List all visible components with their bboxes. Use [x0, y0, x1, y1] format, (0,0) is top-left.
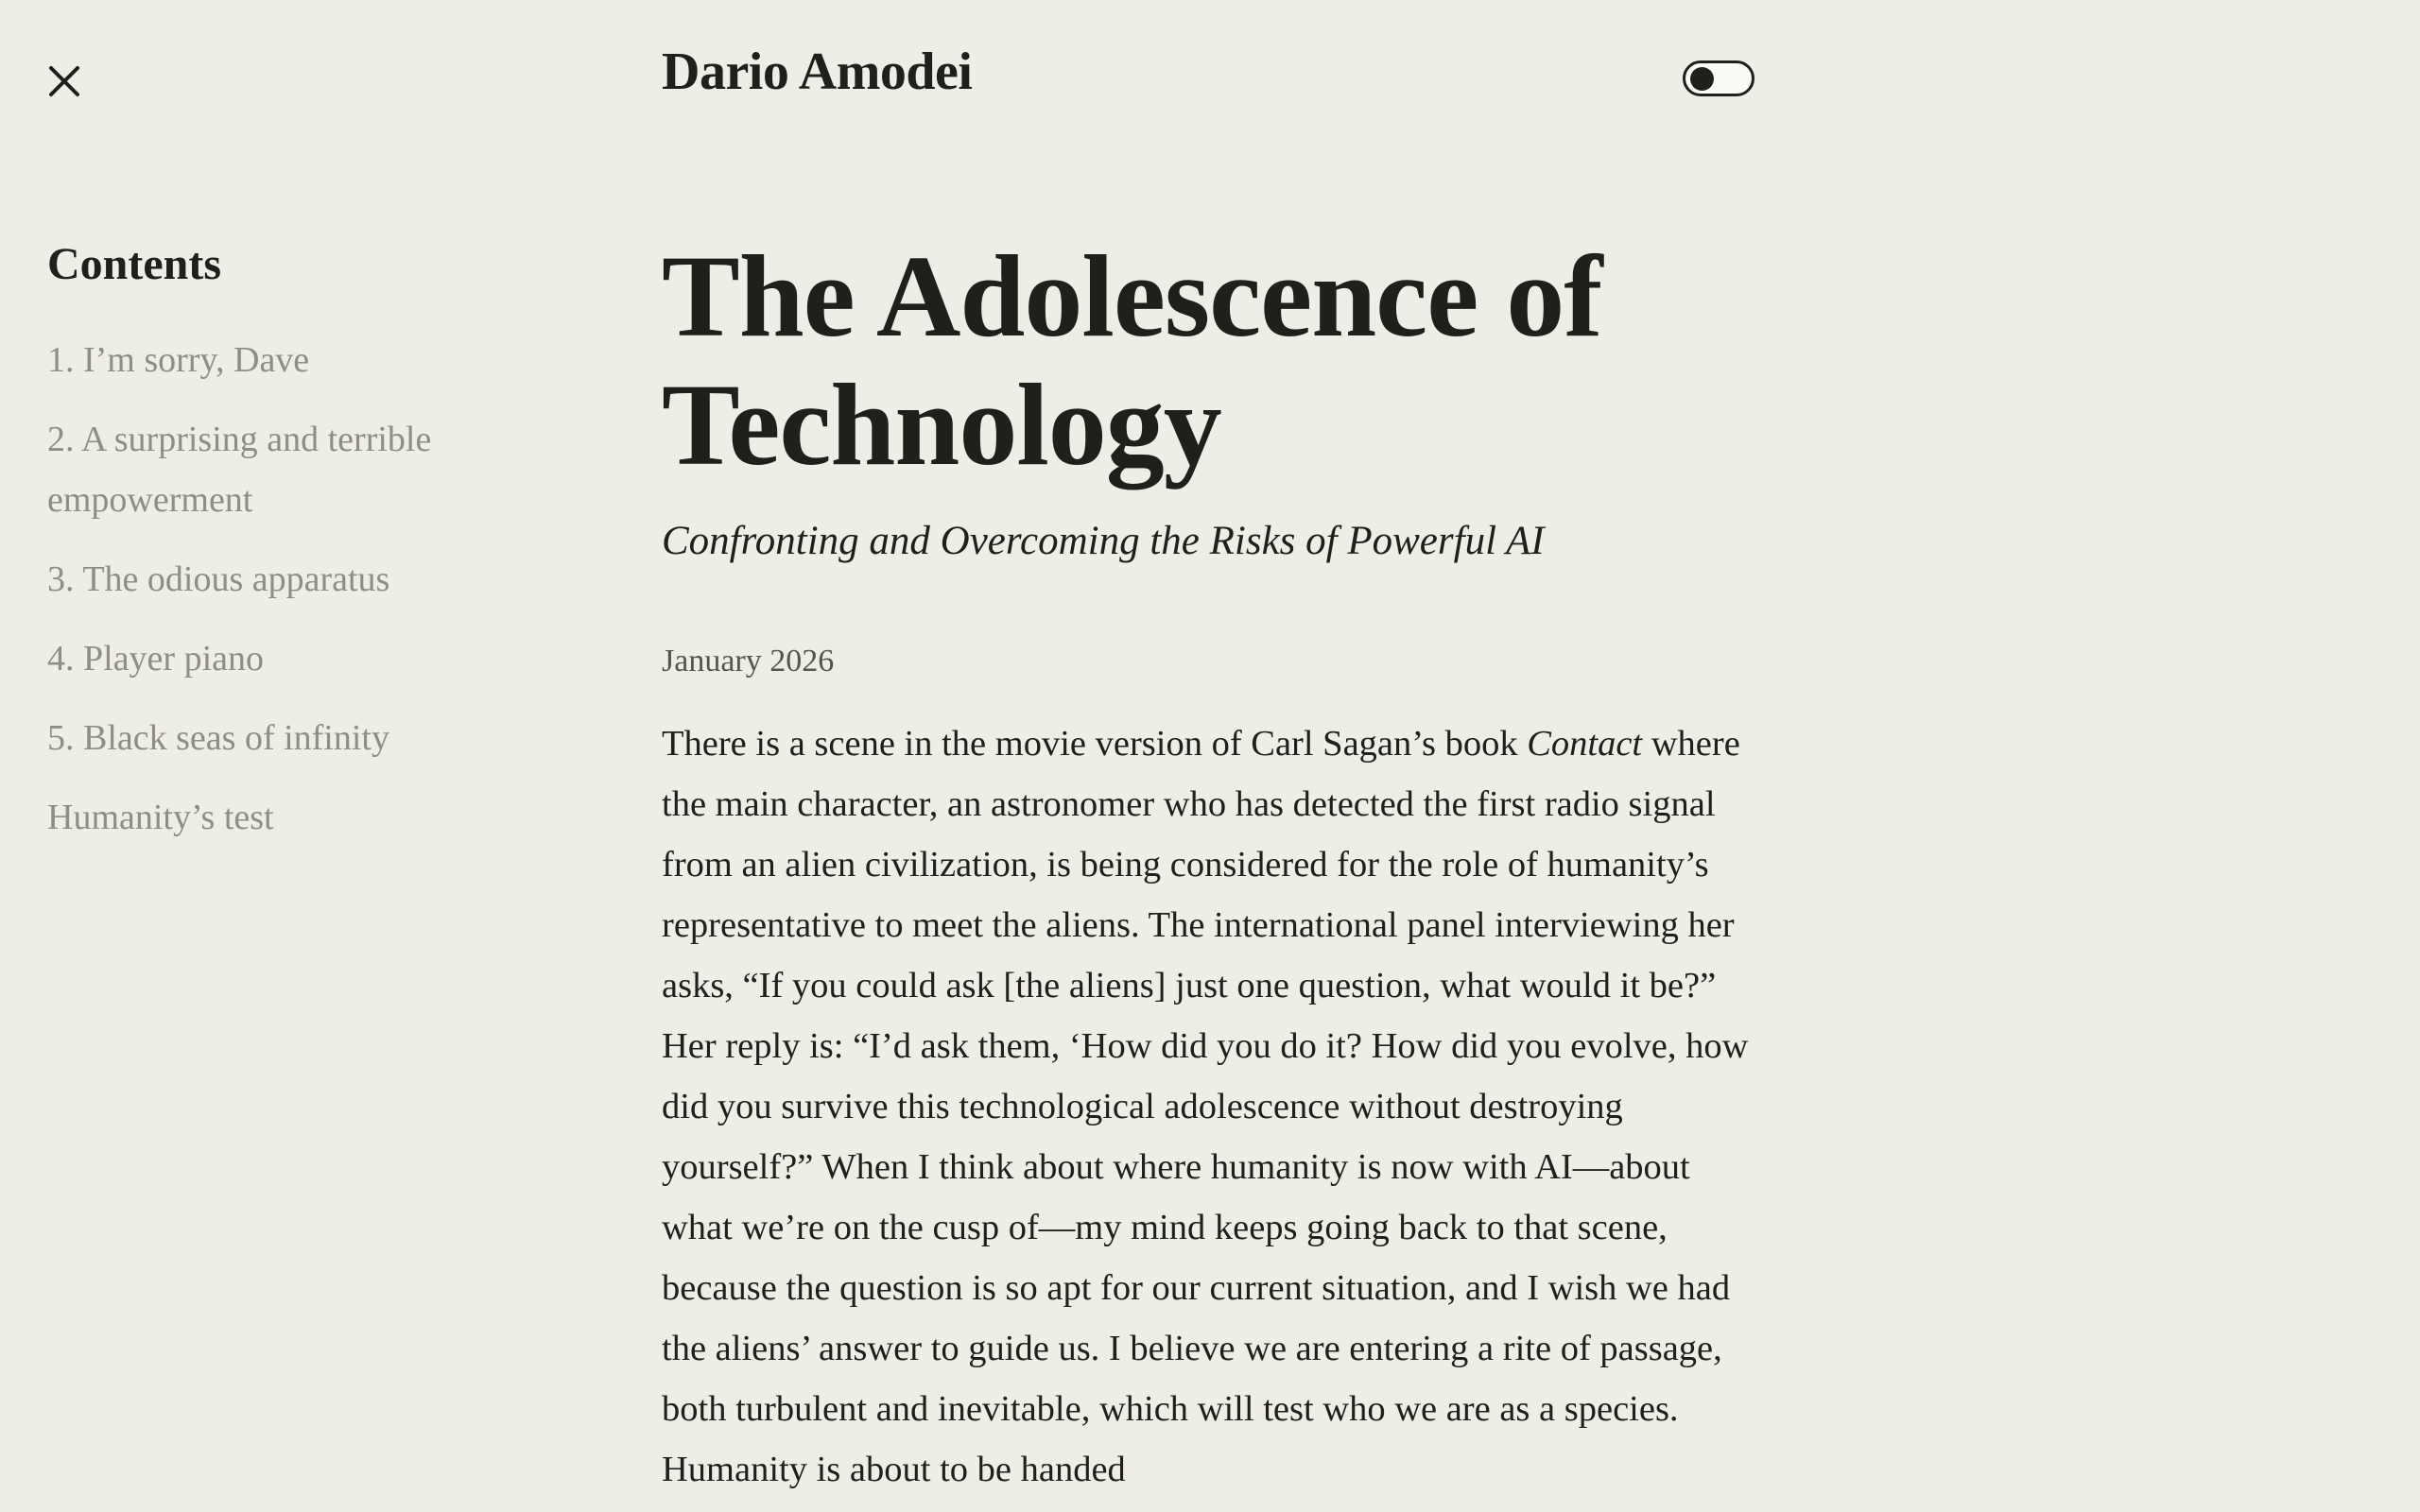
toggle-knob	[1690, 67, 1714, 91]
contents-heading: Contents	[47, 239, 222, 289]
article-title: The Adolescence of Technology	[662, 232, 1602, 490]
book-title: Contact	[1527, 724, 1643, 764]
body-text: There is a scene in the movie version of Carl Sagan’s book	[662, 724, 1528, 764]
toc-item-5[interactable]: 5. Black seas of infinity	[47, 718, 389, 758]
toc-item-1[interactable]: 1. I’m sorry, Dave	[47, 340, 310, 380]
close-icon	[45, 62, 83, 100]
toc-item-humanitys-test[interactable]: Humanity’s test	[47, 798, 274, 837]
toc-item-3[interactable]: 3. The odious apparatus	[47, 559, 390, 599]
toc-item-4[interactable]: 4. Player piano	[47, 639, 265, 679]
article-date: January 2026	[662, 644, 835, 679]
article	[662, 232, 1763, 1500]
theme-toggle[interactable]	[1683, 60, 1754, 96]
close-button[interactable]	[45, 62, 83, 100]
article-paragraph	[662, 713, 1763, 1500]
body-text: where the main character, an astronomer who has detected the first radio signal from an alien civilization, is being considered for the role of humanity’s representative to meet the aliens. The international panel interviewing her asks, “If you could ask [the aliens] just one question, what would it be?” Her reply is: “I’d ask them, ‘How did you do it? How did you evolve, how did you survive this technological adolescence without destroying yourself?” When I think about where humanity is now with AI—about what we’re on the cusp of—my mind keeps going back to that scene, because the question is so apt for our current situation, and I wish we had the aliens’ answer to guide us. I believe we are entering a rite of passage, both turbulent and inevitable, which will test who we are as a species. Humanity is about to be handed	[662, 724, 1749, 1489]
author-name: Dario Amodei	[662, 43, 973, 101]
article-subtitle: Confronting and Overcoming the Risks of Powerful AI	[662, 519, 1545, 563]
toc-item-2[interactable]: 2. A surprising and terrible empowerment	[47, 420, 432, 520]
table-of-contents	[47, 238, 444, 867]
